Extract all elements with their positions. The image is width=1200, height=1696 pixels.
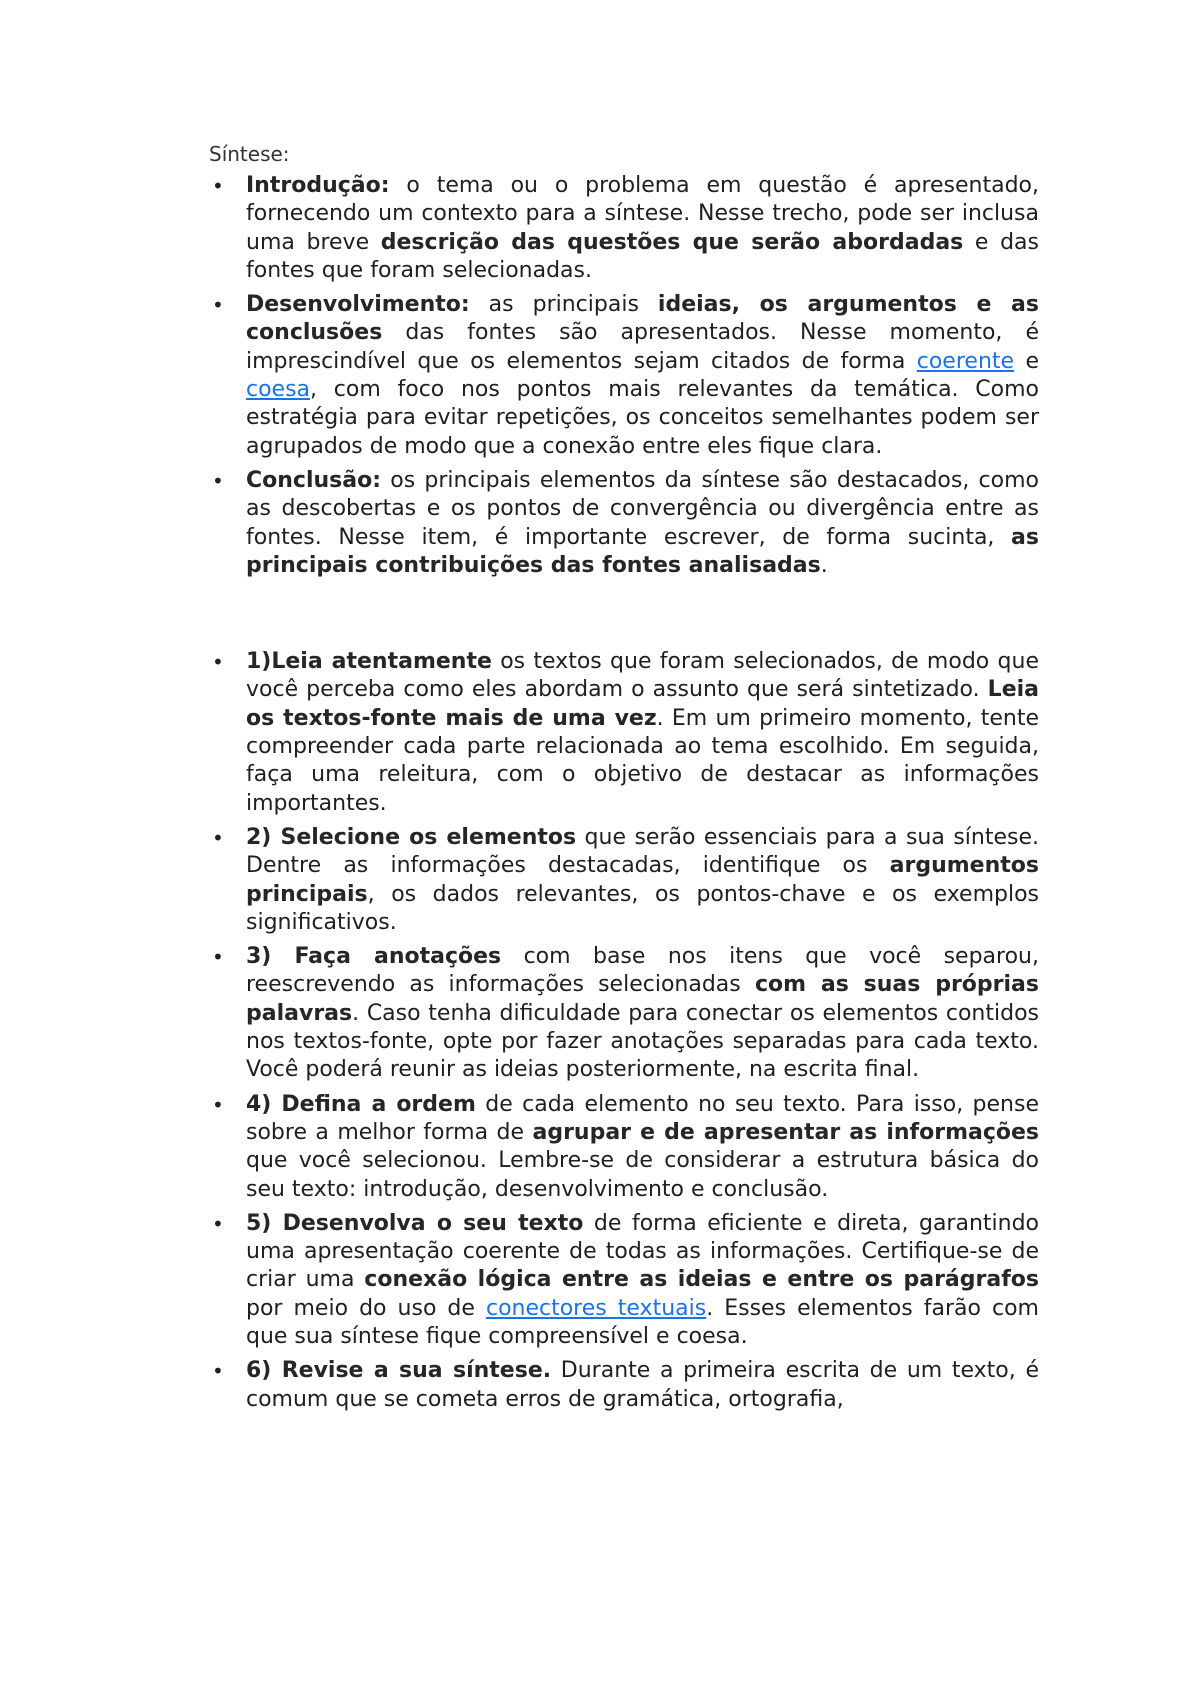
item-label: Conclusão: xyxy=(246,467,382,493)
item-text: que você selecionou. Lembre-se de considerar a estrutura básica do seu texto: introdução, desenvolvimento e conclusão. xyxy=(246,1148,1039,1202)
item-text: os textos que foram selecionados, de modo que você perceba como eles abordam o assunto que será sintetizado. xyxy=(246,649,1039,703)
step-title: 1)Leia atentamente xyxy=(246,649,492,675)
link-conectores-textuais[interactable]: conectores textuais xyxy=(485,1295,707,1321)
step-title: 3) Faça anotações xyxy=(246,944,502,970)
item-text: de forma eficiente e direta, garantindo uma apresentação coerente de todas as informações. Certifique-se de criar uma xyxy=(246,1210,1040,1293)
list-item-step-3 xyxy=(209,943,1039,1084)
bullet-icon: • xyxy=(212,174,224,198)
blank-space xyxy=(209,586,1039,648)
item-text: , os dados relevantes, os pontos-chave e os exemplos significativos. xyxy=(246,881,1039,935)
item-text: , com foco nos pontos mais relevantes da temática. Como estratégia para evitar repetições, os conceitos semelhantes podem ser agrupados de modo que a conexão entre eles fique clara. xyxy=(246,377,1039,459)
bullet-icon: • xyxy=(212,1092,224,1117)
bullet-icon: • xyxy=(212,468,224,493)
document-body xyxy=(209,140,1039,1420)
item-text: . Em um primeiro momento, tente compreender cada parte relacionada ao tema escolhido. Em seguida, faça uma releitura, com o objetivo de destacar as informações importantes. xyxy=(246,705,1039,816)
item-emphasis: ideias, os argumentos e as conclusões xyxy=(246,292,1039,346)
item-text: que serão essenciais para a sua síntese. Dentre as informações destacadas, identifique os xyxy=(246,824,1039,879)
link-coerente[interactable]: coerente xyxy=(916,348,1015,374)
item-text: de cada elemento no seu texto. Para isso, pense sobre a melhor forma de xyxy=(246,1091,1039,1145)
step-title: 2) Selecione os elementos xyxy=(246,824,577,850)
item-text: . Caso tenha dificuldade para conectar os elementos contidos nos textos-fonte, opte por fazer anotações separadas para cada texto. Você poderá reunir as ideias posteriormente, na escrita final. xyxy=(246,1000,1039,1083)
item-emphasis: com as suas próprias palavras xyxy=(246,972,1039,1026)
section-heading: Síntese: xyxy=(209,142,290,166)
steps-list xyxy=(209,648,1039,1414)
item-text: por meio do uso de xyxy=(246,1295,486,1321)
list-item-step-2 xyxy=(209,824,1039,937)
step-title: 5) Desenvolva o seu texto xyxy=(246,1210,584,1236)
item-label: Desenvolvimento: xyxy=(246,292,470,318)
bullet-icon: • xyxy=(212,1211,224,1236)
item-emphasis: argumentos principais xyxy=(246,853,1039,907)
item-label: Introdução: xyxy=(246,173,390,198)
bullet-icon: • xyxy=(212,945,224,970)
item-text: e xyxy=(1014,348,1039,374)
item-text: as principais xyxy=(469,292,658,318)
item-text: e das fontes que foram selecionadas. xyxy=(246,229,1039,283)
item-text: os principais elementos da síntese são destacados, como as descobertas e os pontos de convergência ou divergência entre as fontes. Nesse item, é importante escrever, de forma sucinta, xyxy=(246,467,1039,550)
list-item-conclusao xyxy=(209,467,1039,580)
list-item-desenvolvimento xyxy=(209,291,1039,461)
step-title: 6) Revise a sua síntese. xyxy=(246,1358,552,1384)
item-emphasis: agrupar e de apresentar as informações xyxy=(532,1119,1040,1145)
list-item-step-6 xyxy=(209,1357,1039,1414)
item-emphasis: descrição das questões que serão abordadas xyxy=(380,229,964,255)
item-emphasis: as principais contribuições das fontes analisadas xyxy=(246,524,1039,578)
link-coesa[interactable]: coesa xyxy=(246,377,311,403)
step-title: 4) Defina a ordem xyxy=(246,1091,476,1117)
synthesis-structure-list xyxy=(209,172,1039,580)
list-item-step-5 xyxy=(209,1210,1039,1351)
item-text: . Esses elementos farão com que sua síntese fique compreensível e coesa. xyxy=(246,1295,1039,1349)
list-item-introducao xyxy=(209,172,1039,285)
bullet-icon: • xyxy=(212,650,224,675)
item-text: das fontes são apresentados. Nesse momento, é imprescindível que os elementos sejam citados de forma xyxy=(246,320,1039,374)
list-item-step-1 xyxy=(209,648,1039,818)
item-text: com base nos itens que você separou, reescrevendo as informações selecionadas xyxy=(246,944,1039,998)
item-text: o tema ou o problema em questão é apresentado, fornecendo um contexto para a síntese. Nesse trecho, pode ser inclusa uma breve xyxy=(246,173,1039,255)
bullet-icon: • xyxy=(212,293,224,318)
list-item-step-4 xyxy=(209,1091,1039,1204)
item-text: . xyxy=(820,552,828,578)
item-emphasis: Leia os textos-fonte mais de uma vez xyxy=(246,677,1039,731)
bullet-icon: • xyxy=(212,1359,224,1384)
item-emphasis: conexão lógica entre as ideias e entre os parágrafos xyxy=(364,1267,1039,1293)
bullet-icon: • xyxy=(212,825,224,850)
item-text: Durante a primeira escrita de um texto, é comum que se cometa erros de gramática, ortografia, xyxy=(246,1358,1039,1412)
